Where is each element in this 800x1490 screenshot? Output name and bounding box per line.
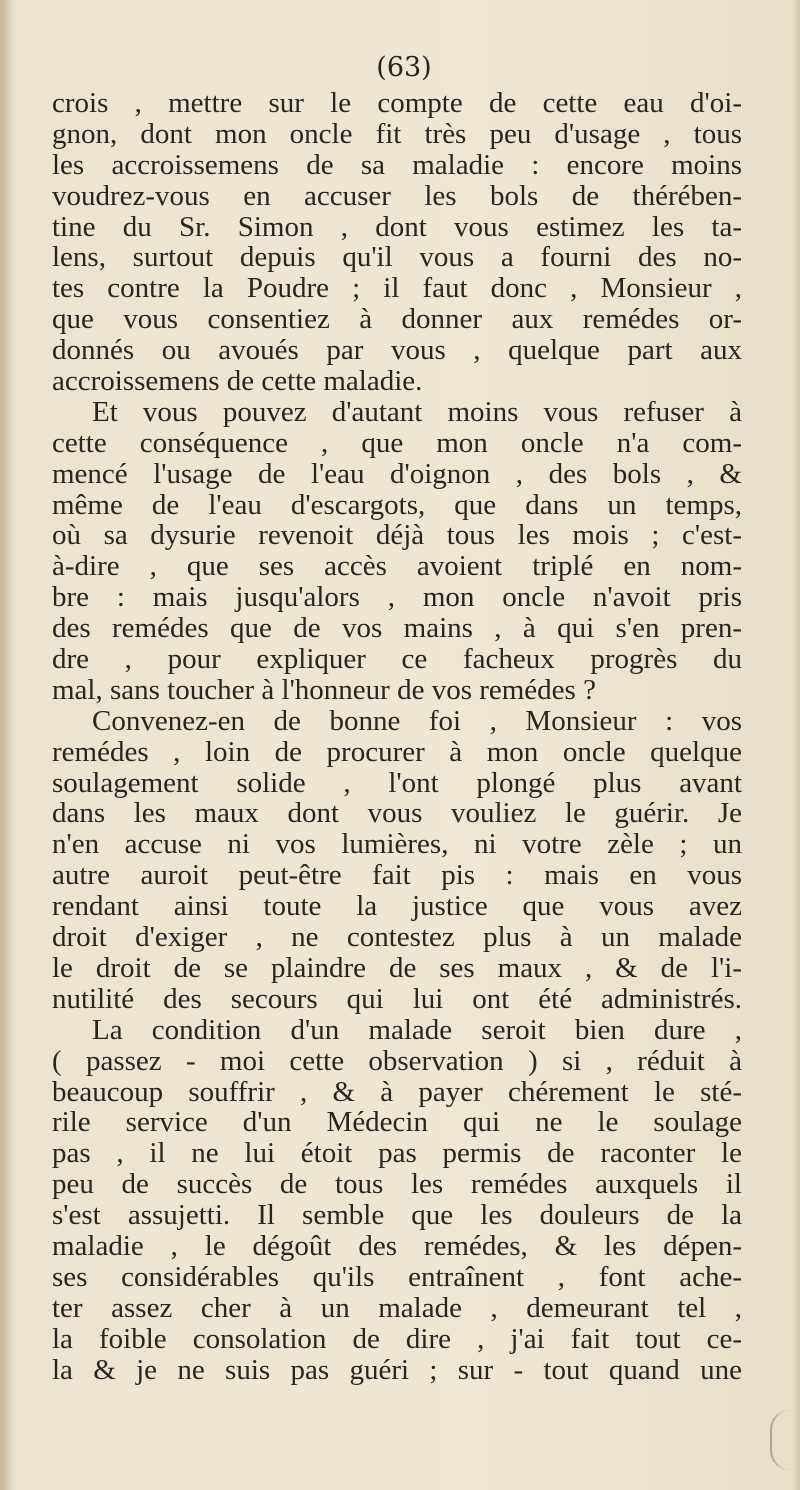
text-line: gnon, dont mon oncle fit très peu d'usage , tous: [52, 117, 742, 150]
text-line: pas , il ne lui étoit pas permis de raconter le: [52, 1137, 742, 1170]
text-line: peu de succès de tous les remédes auxquels il: [52, 1168, 742, 1201]
text-line: accroissemens de cette maladie.: [52, 365, 423, 398]
text-line: bre : mais jusqu'alors , mon oncle n'avoit pris: [52, 581, 742, 614]
page-number: (63): [376, 52, 432, 83]
text-line: que vous consentiez à donner aux remédes or-: [52, 303, 742, 336]
text-line: rendant ainsi toute la justice que vous avez: [52, 890, 742, 923]
text-line: mencé l'usage de l'eau d'oignon , des bols , &: [52, 457, 742, 490]
text-line: à-dire , que ses accès avoient triplé en nom-: [52, 550, 742, 583]
text-line: beaucoup souffrir , & à payer chérement le sté-: [52, 1075, 742, 1108]
text-line: où sa dysurie revenoit déjà tous les mois ; c'est-: [52, 519, 742, 552]
text-line: la & je ne suis pas guéri ; sur - tout quand une: [52, 1353, 742, 1386]
page-left-edge-shadow: [0, 0, 12, 1490]
paper-edge-mark: [770, 1410, 792, 1470]
text-line: dans les maux dont vous vouliez le guérir. Je: [52, 797, 742, 830]
text-line: droit d'exiger , ne contestez plus à un malade: [52, 921, 742, 954]
text-line: ter assez cher à un malade , demeurant tel ,: [52, 1291, 742, 1324]
text-line: voudrez-vous en accuser les bols de thérében-: [52, 179, 742, 212]
text-line: dre , pour expliquer ce facheux progrès du: [52, 643, 742, 676]
text-line: cette conséquence , que mon oncle n'a com-: [52, 426, 742, 459]
text-line: soulagement solide , l'ont plongé plus avant: [52, 766, 742, 799]
text-line: remédes , loin de procurer à mon oncle quelque: [52, 735, 742, 768]
text-line: donnés ou avoués par vous , quelque part aux: [52, 334, 742, 367]
text-line: mal, sans toucher à l'honneur de vos remédes ?: [52, 673, 596, 706]
text-line: même de l'eau d'escargots, que dans un temps,: [52, 488, 742, 521]
text-line: nutilité des secours qui lui ont été administrés.: [52, 982, 742, 1015]
text-line: les accroissemens de sa maladie : encore moins: [52, 148, 742, 181]
text-line: la foible consolation de dire , j'ai fait tout ce-: [52, 1322, 742, 1355]
text-line: n'en accuse ni vos lumières, ni votre zèle ; un: [52, 828, 742, 861]
text-line: autre auroit peut-être fait pis : mais en vous: [52, 859, 742, 892]
text-line: La condition d'un malade seroit bien dure ,: [92, 1013, 742, 1046]
text-line: ses considérables qu'ils entraînent , font ache-: [52, 1260, 742, 1293]
text-line: tine du Sr. Simon , dont vous estimez les ta-: [52, 210, 742, 243]
text-line: rile service d'un Médecin qui ne le soulage: [52, 1106, 742, 1139]
text-line: crois , mettre sur le compte de cette eau d'oi-: [52, 87, 742, 119]
text-line: Convenez-en de bonne foi , Monsieur : vos: [92, 704, 742, 737]
text-line: des remédes que de vos mains , à qui s'en pren-: [52, 612, 742, 645]
text-line: Et vous pouvez d'autant moins vous refuser à: [92, 395, 742, 428]
text-line: tes contre la Poudre ; il faut donc , Monsieur ,: [52, 272, 742, 305]
page-right-edge-shadow: [792, 0, 800, 1490]
text-line: maladie , le dégoût des remédes, & les dépen-: [52, 1229, 742, 1262]
text-line: s'est assujetti. Il semble que les douleurs de la: [52, 1199, 742, 1232]
text-line: ( passez - moi cette observation ) si , réduit à: [52, 1044, 742, 1077]
text-line: lens, surtout depuis qu'il vous a fourni des no-: [52, 241, 742, 274]
body-text: [52, 88, 742, 1385]
text-line: le droit de se plaindre de ses maux , & de l'i-: [52, 951, 742, 984]
